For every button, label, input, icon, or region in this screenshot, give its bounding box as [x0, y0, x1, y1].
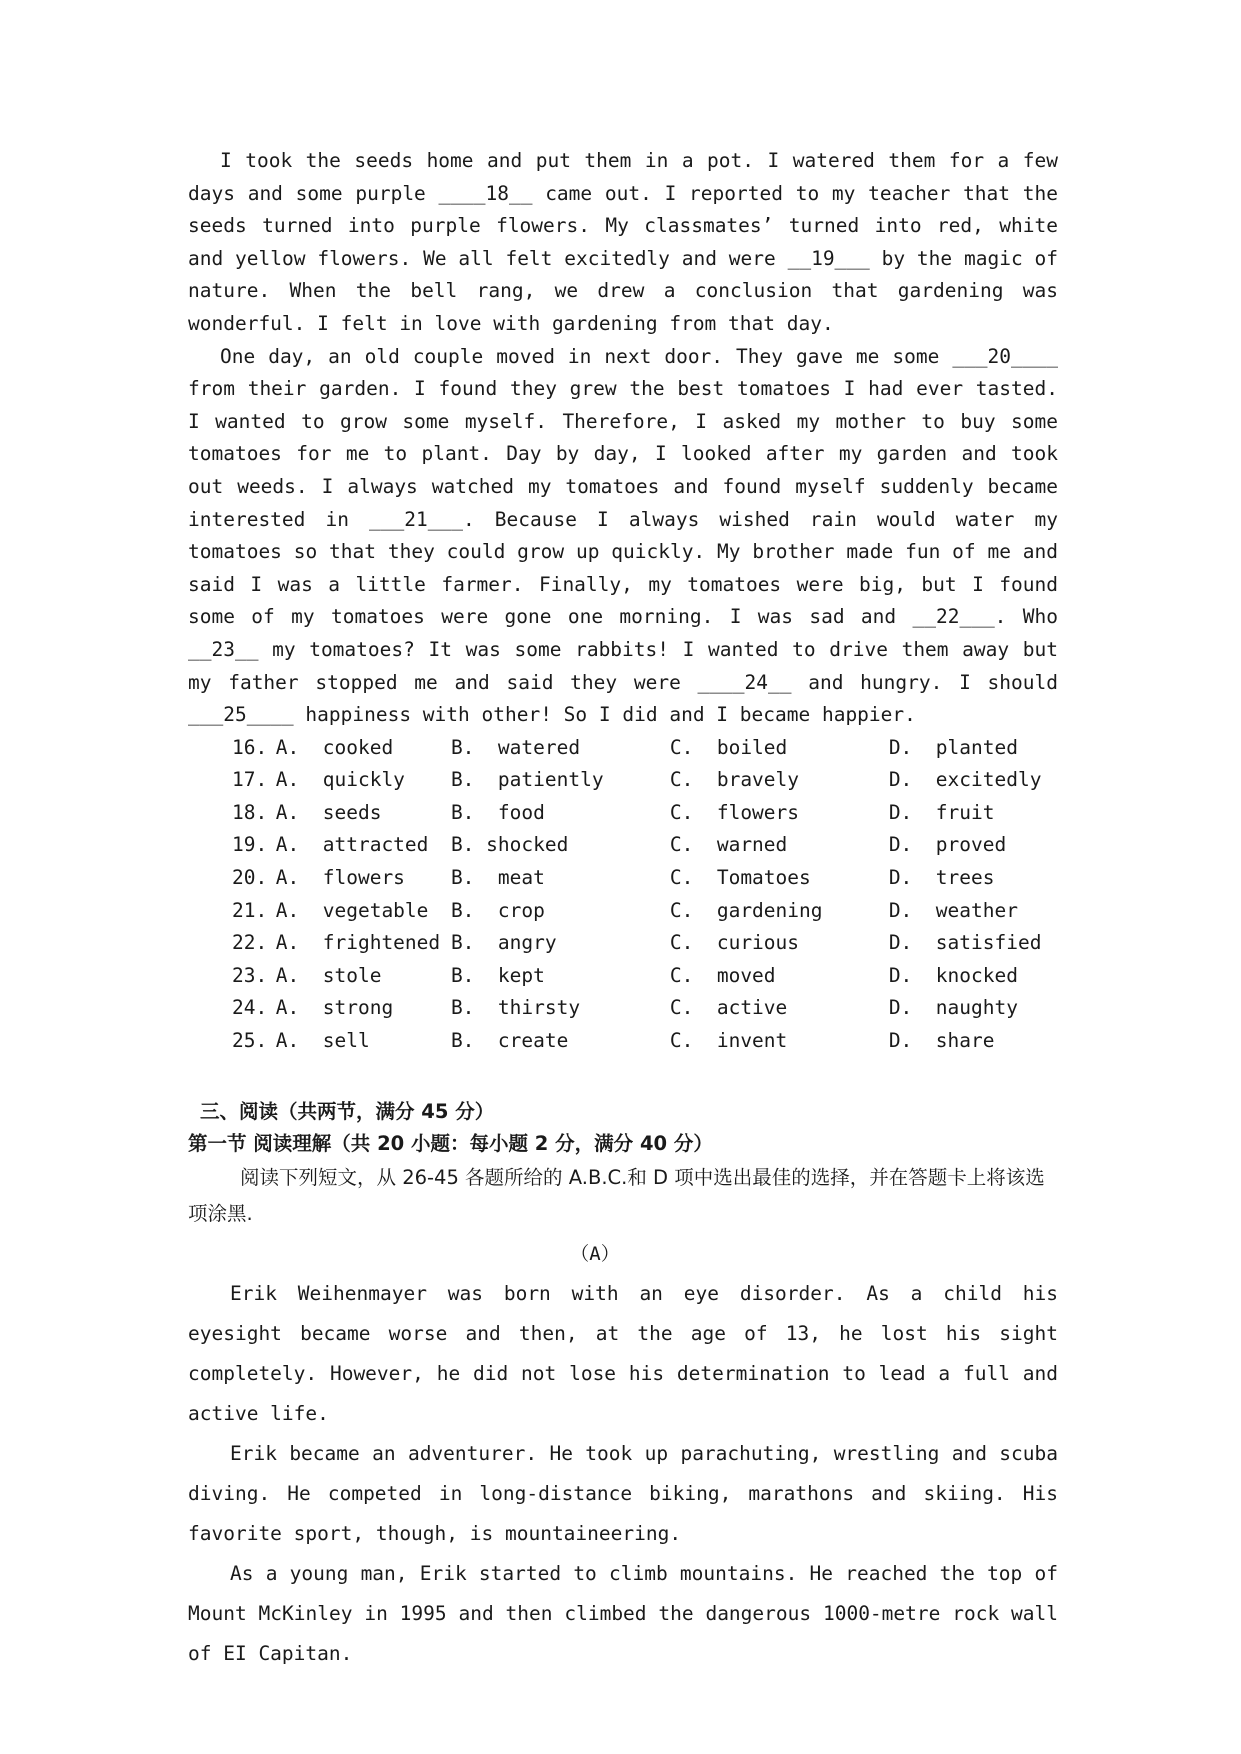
- option-c: C. flowers: [669, 800, 800, 824]
- option-d: D. knocked: [888, 963, 1018, 987]
- option-a: A. vegetable: [275, 898, 429, 922]
- option-row-19: [188, 829, 1058, 862]
- option-c: C. invent: [669, 1029, 788, 1053]
- passage-a-paragraph-2: Erik became an adventurer. He took up parachuting, wrestling and scuba diving. He competed in long-distance biking, marathons and skiing. His favorite sport, though, is mountaineering.: [188, 1441, 1058, 1545]
- option-b: B. patiently: [450, 768, 604, 792]
- question-number: 16.: [232, 735, 268, 759]
- option-c: C. moved: [669, 963, 776, 987]
- exam-page: [188, 145, 1058, 1674]
- option-row-24: [188, 992, 1058, 1025]
- option-c: C. active: [669, 996, 788, 1020]
- option-d: D. satisfied: [888, 931, 1042, 955]
- option-row-25: [188, 1025, 1058, 1058]
- option-a: A. seeds: [275, 800, 382, 824]
- option-b: B. create: [450, 1029, 569, 1053]
- option-b: B. kept: [450, 963, 545, 987]
- option-b: B. watered: [450, 735, 581, 759]
- passage-a-paragraph-3: As a young man, Erik started to climb mountains. He reached the top of Mount McKinley in 1995 and then climbed the dangerous 1000-metre rock wall of EI Capitan.: [188, 1561, 1058, 1665]
- option-c: C. Tomatoes: [669, 866, 811, 890]
- question-number: 21.: [232, 898, 268, 922]
- option-row-20: [188, 862, 1058, 895]
- option-b: B. thirsty: [450, 996, 581, 1020]
- option-c: C. warned: [669, 833, 788, 857]
- option-row-18: [188, 797, 1058, 830]
- option-c: C. gardening: [669, 898, 823, 922]
- option-d: D. naughty: [888, 996, 1018, 1020]
- option-a: A. cooked: [275, 735, 394, 759]
- question-number: 17.: [232, 768, 268, 792]
- section-three-title: 三、阅读（共两节，满分 45 分）: [200, 1099, 495, 1123]
- option-d: D. trees: [888, 866, 995, 890]
- option-row-21: [188, 895, 1058, 928]
- option-b: B. crop: [450, 898, 545, 922]
- option-c: C. boiled: [669, 735, 788, 759]
- option-a: A. quickly: [275, 768, 405, 792]
- option-a: A. flowers: [275, 866, 405, 890]
- option-c: C. bravely: [669, 768, 800, 792]
- option-row-16: [188, 732, 1058, 765]
- option-a: A. sell: [275, 1029, 370, 1053]
- option-row-23: [188, 960, 1058, 993]
- question-number: 20.: [232, 866, 268, 890]
- question-number: 24.: [232, 996, 268, 1020]
- question-number: 22.: [232, 931, 268, 955]
- option-a: A. frightened: [275, 931, 441, 955]
- option-b: B. meat: [450, 866, 545, 890]
- option-row-17: [188, 764, 1058, 797]
- passage-a-paragraph-1: Erik Weihenmayer was born with an eye disorder. As a child his eyesight became worse and then, at the age of 13, he lost his sight completely. However, he did not lose his determination to lead a full and active life.: [188, 1281, 1058, 1425]
- option-d: D. excitedly: [888, 768, 1042, 792]
- option-d: D. weather: [888, 898, 1018, 922]
- option-d: D. proved: [888, 833, 1007, 857]
- option-d: D. fruit: [888, 800, 995, 824]
- option-c: C. curious: [669, 931, 800, 955]
- option-a: A. strong: [275, 996, 394, 1020]
- cloze-paragraph-2: One day, an old couple moved in next door. They gave me some ___20____ from their garden. I found they grew the best tomatoes I had ever tasted. I wanted to grow some myself. Therefore, I asked my mother to buy some tomatoes for me to plant. Day by day, I looked after my garden and took out weeds. I always watched my tomatoes and found myself suddenly became interested in ___21___. Because I always wished rain would water my tomatoes so that they could grow up quickly. My brother made fun of me and said I was a little farmer. Finally, my tomatoes were big, but I found some of my tomatoes were gone one morning. I was sad and __22___. Who __23__ my tomatoes? It was some rabbits! I wanted to drive them away but my father stopped me and said they were ____24__ and hungry. I should ___25____ happiness with other! So I did and I became happier.: [188, 344, 1058, 727]
- option-a: A. attracted: [275, 833, 429, 857]
- cloze-options: [188, 732, 1058, 1058]
- question-number: 25.: [232, 1029, 268, 1053]
- question-number: 18.: [232, 800, 268, 824]
- option-a: A. stole: [275, 963, 382, 987]
- reading-instruction: 阅读下列短文，从 26-45 各题所给的 A.B.C.和 D 项中选出最佳的选择，并在答题卡上将该选项涂黑.: [188, 1165, 1045, 1225]
- option-d: D. planted: [888, 735, 1018, 759]
- passage-label: （A）: [570, 1242, 620, 1265]
- option-b: B. angry: [450, 931, 557, 955]
- question-number: 23.: [232, 963, 268, 987]
- question-number: 19.: [232, 833, 268, 857]
- option-row-22: [188, 927, 1058, 960]
- part-one-title: 第一节 阅读理解（共 20 小题：每小题 2 分，满分 40 分）: [188, 1131, 713, 1155]
- option-d: D. share: [888, 1029, 995, 1053]
- option-b: B. food: [450, 800, 545, 824]
- option-b: B. shocked: [450, 833, 569, 857]
- cloze-paragraph-1: I took the seeds home and put them in a pot. I watered them for a few days and some purple ____18__ came out. I reported to my teacher that the seeds turned into purple flowers. My classmates’ turned into red, white and yellow flowers. We all felt excitedly and were __19___ by the magic of nature. When the bell rang, we drew a conclusion that gardening was wonderful. I felt in love with gardening from that day.: [188, 149, 1058, 335]
